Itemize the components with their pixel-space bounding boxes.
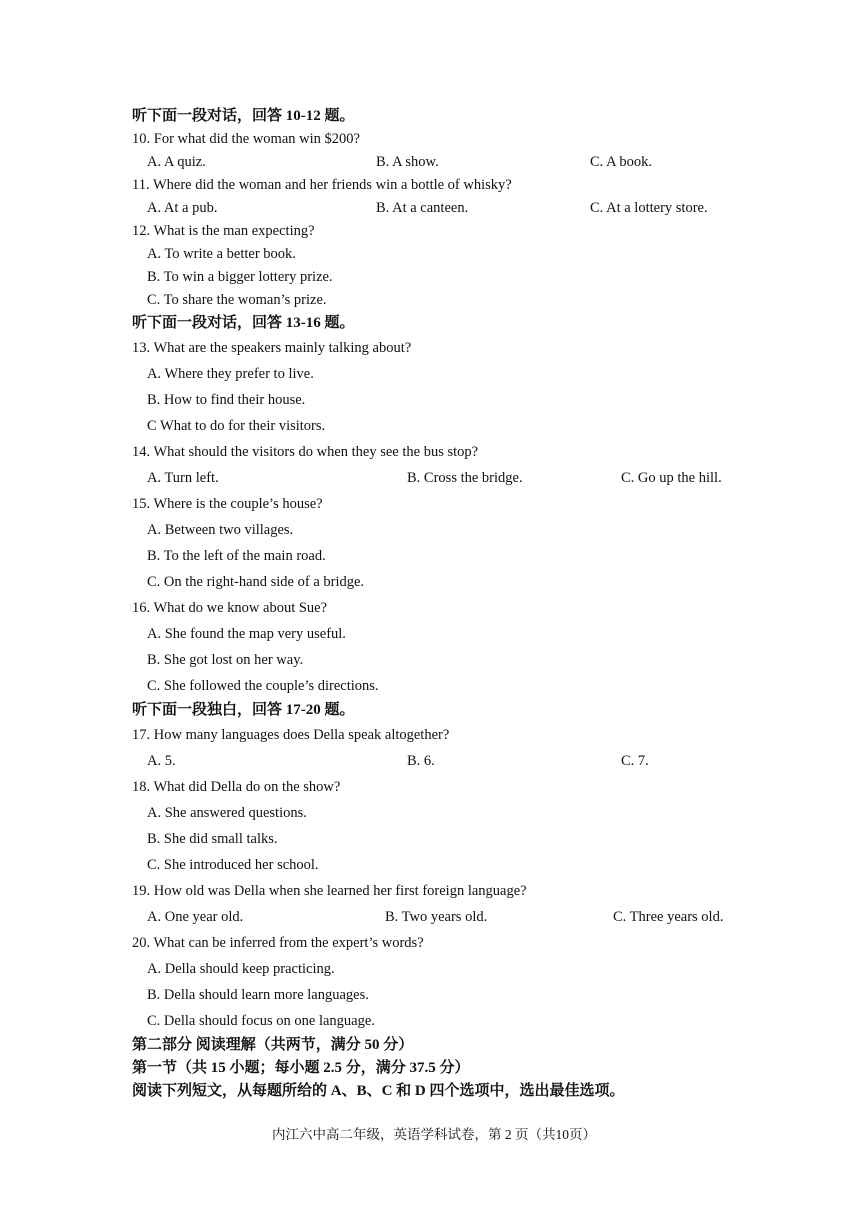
option-c: C. At a lottery store.: [590, 200, 708, 216]
option-a: A. One year old.: [147, 909, 244, 925]
option-c: C. Della should focus on one language.: [147, 1013, 375, 1029]
question-20: 20. What can be inferred from the expert’s words?: [132, 935, 424, 951]
option-a: A. Turn left.: [147, 470, 219, 486]
option-c: C. A book.: [590, 154, 653, 170]
option-b: B. A show.: [376, 154, 439, 170]
option-a: A. Della should keep practicing.: [147, 961, 335, 977]
question-14: 14. What should the visitors do when they see the bus stop?: [132, 444, 479, 460]
option-c: C What to do for their visitors.: [147, 418, 326, 434]
option-a: A. She found the map very useful.: [147, 626, 346, 642]
option-a: A. At a pub.: [147, 200, 218, 216]
option-c: C. 7.: [621, 753, 649, 769]
section-heading-13-16: 听下面一段对话，回答 13-16 题。: [132, 315, 355, 331]
part-two-heading: 第二部分 阅读理解（共两节，满分 50 分）: [132, 1037, 414, 1053]
section-heading-10-12: 听下面一段对话，回答 10-12 题。: [132, 108, 355, 124]
option-b: B. She did small talks.: [147, 831, 278, 847]
option-b: B. Cross the bridge.: [407, 470, 523, 486]
question-17-options: [132, 748, 752, 774]
question-18: 18. What did Della do on the show?: [132, 779, 341, 795]
question-10: 10. For what did the woman win $200?: [132, 131, 360, 147]
option-c: C. She followed the couple’s directions.: [147, 678, 379, 694]
option-a: A. 5.: [147, 753, 176, 769]
option-a: A. Between two villages.: [147, 522, 294, 538]
option-c: C. On the right-hand side of a bridge.: [147, 574, 365, 590]
page-footer: 内江六中高二年级，英语学科试卷，第 2 页（共10页）: [272, 1127, 596, 1142]
question-11: 11. Where did the woman and her friends win a bottle of whisky?: [132, 177, 512, 193]
exam-content: [132, 105, 752, 1103]
option-b: B. To win a bigger lottery prize.: [147, 269, 333, 285]
option-b: B. Della should learn more languages.: [147, 987, 369, 1003]
option-b: B. To the left of the main road.: [147, 548, 326, 564]
option-a: A. Where they prefer to live.: [147, 366, 314, 382]
option-c: C. Three years old.: [613, 909, 724, 925]
section-one-heading: 第一节（共 15 小题；每小题 2.5 分，满分 37.5 分）: [132, 1060, 470, 1076]
option-c: C. Go up the hill.: [621, 470, 722, 486]
question-11-options: [132, 197, 752, 220]
question-16: 16. What do we know about Sue?: [132, 600, 328, 616]
option-b: B. She got lost on her way.: [147, 652, 304, 668]
option-a: A. A quiz.: [147, 154, 206, 170]
option-a: A. To write a better book.: [147, 246, 296, 262]
option-c: C. She introduced her school.: [147, 857, 319, 873]
option-b: B. 6.: [407, 753, 435, 769]
reading-instruction: 阅读下列短文，从每题所给的 A、B、C 和 D 四个选项中，选出最佳选项。: [132, 1083, 625, 1099]
question-12: 12. What is the man expecting?: [132, 223, 315, 239]
option-b: B. Two years old.: [385, 909, 488, 925]
question-13: 13. What are the speakers mainly talking about?: [132, 340, 412, 356]
question-10-options: [132, 151, 752, 174]
question-19: 19. How old was Della when she learned her first foreign language?: [132, 883, 527, 899]
option-b: B. How to find their house.: [147, 392, 306, 408]
question-15: 15. Where is the couple’s house?: [132, 496, 323, 512]
option-c: C. To share the woman’s prize.: [147, 292, 327, 308]
option-a: A. She answered questions.: [147, 805, 307, 821]
question-14-options: [132, 465, 752, 491]
question-17: 17. How many languages does Della speak altogether?: [132, 727, 450, 743]
option-b: B. At a canteen.: [376, 200, 469, 216]
section-heading-17-20: 听下面一段独白，回答 17-20 题。: [132, 702, 355, 718]
question-19-options: [132, 904, 752, 930]
